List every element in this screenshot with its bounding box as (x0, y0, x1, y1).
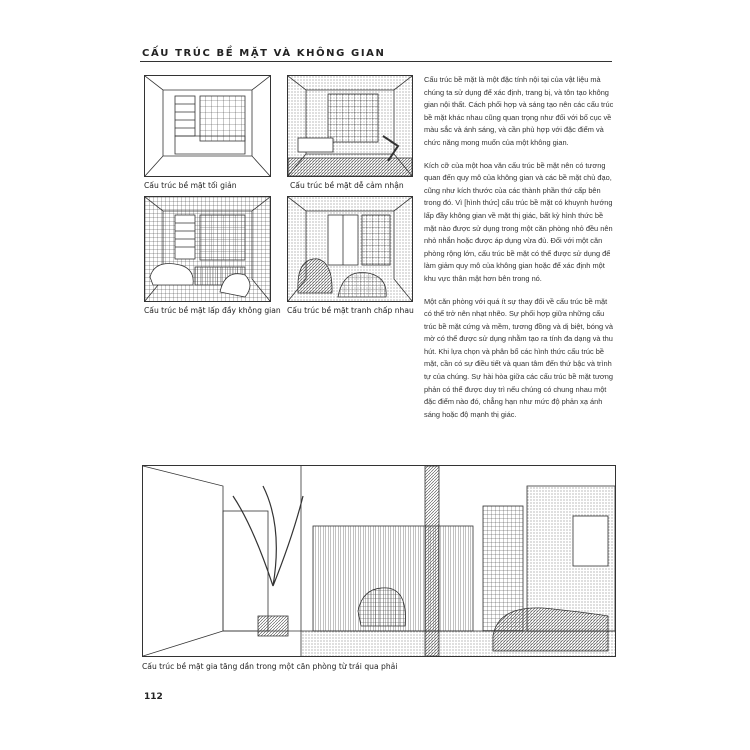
figure-space-filling-texture (144, 196, 271, 302)
figure-progressive-texture-room (142, 465, 616, 657)
page-number: 112 (144, 692, 163, 702)
figure-caption: Cấu trúc bề mặt lấp đầy không gian (144, 306, 281, 315)
paragraph: Một căn phòng với quá ít sự thay đổi về cấu trúc bề mặt có thể trở nên nhạt nhẽo. Sự phối hợp giữa những cấu trúc bề mặt cứng và mềm, tương đồng và dị biệt, bóng và mờ có thể được sử dụng nhằm tạo ra tính đa dạng và thu hút. Khi lựa chọn và phân bổ các hình thức cấu trúc bề mặt, cần có sự điều tiết và quan tâm đến thứ bậc và trình tự của chúng. Sự hài hòa giữa các cấu trúc bề mặt tương phản có thể được duy trì nếu chúng có chung nhau một đặc điểm nào đó, chẳng hạn như mức độ phản xạ ánh sáng hoặc độ mạnh thị giác. (424, 296, 613, 419)
body-text (424, 74, 616, 431)
figure-caption: Cấu trúc bề mặt dễ cảm nhận (290, 181, 404, 190)
page-title: CẤU TRÚC BỀ MẶT VÀ KHÔNG GIAN (142, 48, 386, 59)
figure-caption: Cấu trúc bề mặt tranh chấp nhau (287, 306, 414, 315)
figure-competing-texture (287, 196, 413, 302)
figure-caption: Cấu trúc bề mặt tối giản (144, 181, 237, 190)
figure-caption: Cấu trúc bề mặt gia tăng dần trong một căn phòng từ trái qua phải (142, 662, 398, 671)
paragraph: Kích cỡ của một hoa văn cấu trúc bề mặt nên có tương quan đến quy mô của không gian và các bề mặt chủ đạo, cũng như kích thước của các thành phần thứ cấp bên trong đó. Vì [hình thức] cấu trúc bề mặt có khuynh hướng lấp đầy không gian về mặt thị giác, bất kỳ hình thức bề mặt nào được sử dụng trong một căn phòng nhỏ đều nên nhỏ nhắn hoặc được áp dụng vừa đủ. Đối với một căn phòng rộng lớn, cấu trúc bề mặt có thể được sử dụng để làm giảm quy mô của không gian hoặc để xác định một khu vực thân mật hơn bên trong nó. (424, 160, 613, 283)
paragraph: Cấu trúc bề mặt là một đặc tính nội tại của vật liệu mà chúng ta sử dụng để xác định, trang bị, và tôn tạo không gian nội thất. Cách phối hợp và sáng tạo nên các cấu trúc bề mặt khác nhau cũng quan trọng như đối với bố cục về màu sắc và ánh sáng, và cần phù hợp với đặc điểm và chức năng mong muốn của một không gian. (424, 75, 614, 147)
figure-perceptible-texture (287, 75, 413, 177)
title-rule (140, 61, 612, 62)
figure-minimal-texture (144, 75, 271, 177)
